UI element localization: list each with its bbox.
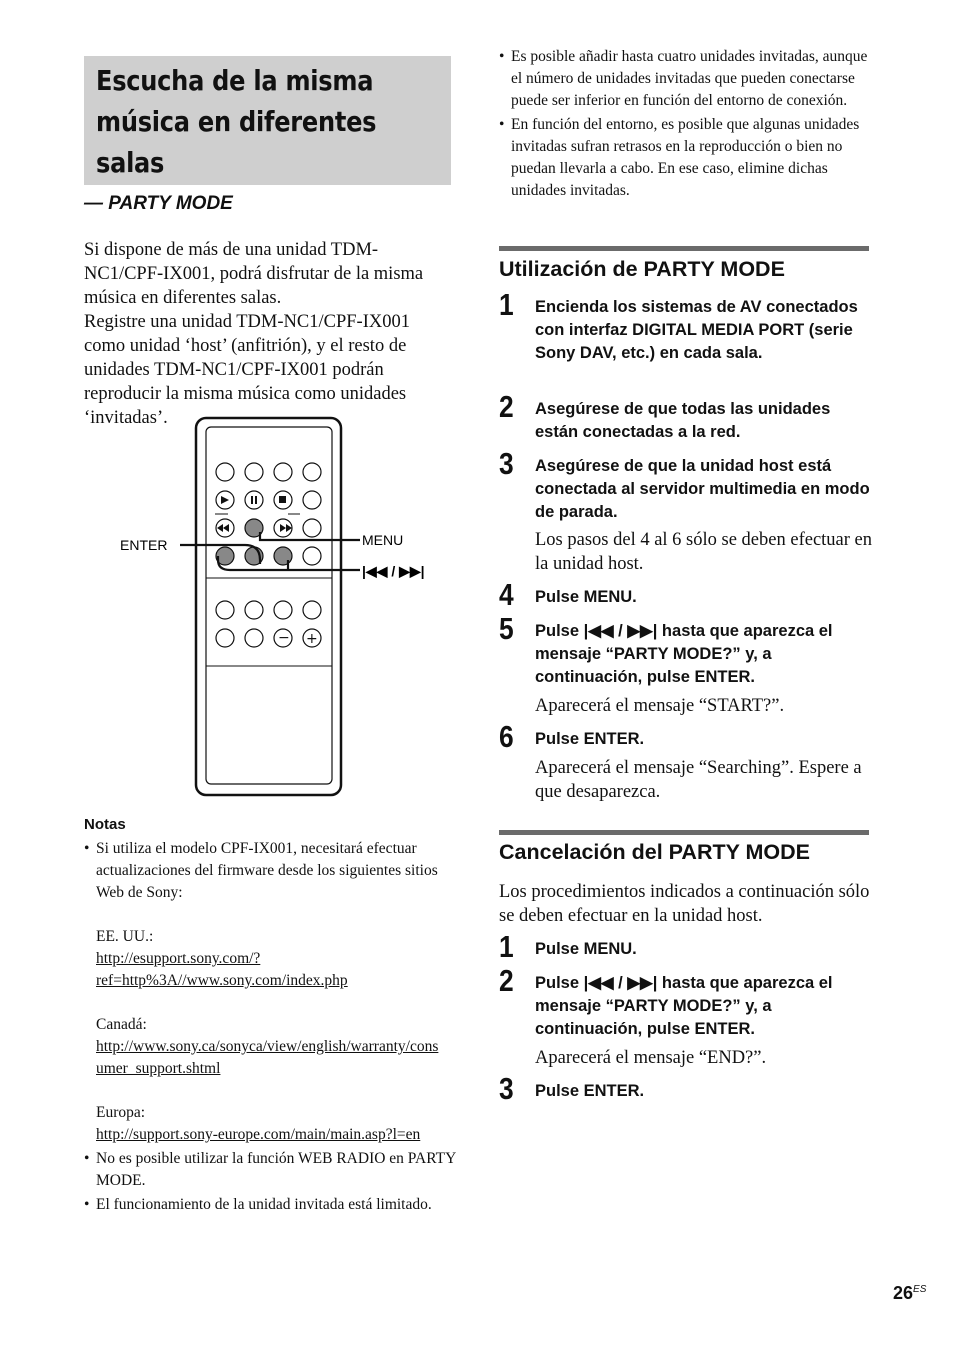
step-note: Aparecerá el mensaje “Searching”. Espere a que desaparezca. [535, 758, 862, 802]
step-text: Asegúrese de que la unidad host está conectada al servidor multimedia en modo de parada. [535, 457, 870, 521]
right-note-item: • En función del entorno, es posible que algunas unidades invitadas sufran retrasos en la reproducción o bien no puedan llevarla a cabo. En ese caso, elimine dichas unidades invitadas. [499, 114, 871, 202]
note-item [84, 838, 456, 1146]
remote-control-illustration [110, 414, 440, 799]
svg-text:+: + [306, 631, 318, 647]
step-text: Pulse ENTER. [535, 730, 645, 748]
note-item: • No es posible utilizar la función WEB RADIO en PARTY MODE. [84, 1148, 456, 1192]
step-note: Aparecerá el mensaje “START?”. [535, 696, 785, 716]
notes-title: Notas [84, 816, 126, 833]
step-text: Asegúrese de que todas las unidades están conectadas a la red. [535, 400, 831, 441]
step-number: 1 [499, 929, 514, 964]
note-text: Si utiliza el modelo CPF-IX001, necesitará efectuar actualizaciones del firmware desde los siguientes sitios Web de Sony: [96, 840, 438, 901]
page-subtitle: — PARTY MODE [84, 193, 233, 214]
step-number: 4 [499, 577, 514, 612]
step-note: Aparecerá el mensaje “END?”. [535, 1048, 767, 1068]
step-text: Pulse |◀◀ / ▶▶| hasta que aparezca el mensaje “PARTY MODE?” y, a continuación, pulse ENTER. [535, 622, 833, 686]
canada-link[interactable]: http://www.sony.ca/sonyca/view/english/warranty/consumer_support.shtml [96, 1038, 439, 1077]
prev-next-label: |◀◀ / ▶▶| [362, 563, 425, 579]
menu-label: MENU [362, 532, 404, 548]
us-label: EE. UU.: [96, 928, 154, 945]
step-number: 2 [499, 963, 514, 998]
section-rule [499, 246, 869, 251]
step-text: Pulse MENU. [535, 588, 637, 606]
step-number: 3 [499, 1071, 514, 1106]
europe-link[interactable]: http://support.sony-europe.com/main/main.asp?l=en [96, 1126, 421, 1143]
step-text: Pulse |◀◀ / ▶▶| hasta que aparezca el mensaje “PARTY MODE?” y, a continuación, pulse ENTER. [535, 974, 833, 1038]
step-text: Encienda los sistemas de AV conectados con interfaz DIGITAL MEDIA PORT (serie Sony DAV, etc.) en cada sala. [535, 298, 858, 362]
page-language-suffix: ES [913, 1284, 927, 1295]
step-number: 3 [499, 446, 514, 481]
intro-paragraph-1: Si dispone de más de una unidad TDM-NC1/CPF-IX001, podrá disfrutar de la misma música en diferentes salas. [84, 240, 424, 308]
step-note: Los pasos del 4 al 6 sólo se deben efectuar en la unidad host. [535, 530, 873, 574]
notes-list [84, 838, 456, 1218]
page-number [893, 1283, 926, 1304]
step-text: Pulse ENTER. [535, 1082, 645, 1100]
note-item: • El funcionamiento de la unidad invitada está limitado. [84, 1194, 456, 1216]
step-number: 5 [499, 611, 514, 646]
page-title: Escucha de la misma música en diferentes salas [96, 64, 377, 179]
intro-paragraph-2: Registre una unidad TDM-NC1/CPF-IX001 como unidad ‘host’ (anfitrión), y el resto de unidades TDM-NC1/CPF-IX001 podrán reproducir la misma música como unidades ‘invitadas’. [84, 312, 410, 428]
step-number: 1 [499, 287, 514, 322]
step-text: Pulse MENU. [535, 940, 637, 958]
section-rule [499, 830, 869, 835]
section-heading-party-mode: Utilización de PARTY MODE [499, 257, 785, 281]
section2-intro: Los procedimientos indicados a continuación sólo se deben efectuar en la unidad host. [499, 882, 870, 926]
title-box [84, 56, 451, 185]
step-number: 2 [499, 389, 514, 424]
section-heading-cancel: Cancelación del PARTY MODE [499, 840, 811, 864]
europe-label: Europa: [96, 1104, 146, 1121]
us-link[interactable]: http://esupport.sony.com/?ref=http%3A//www.sony.com/index.php [96, 950, 348, 989]
svg-text:−: − [278, 630, 290, 646]
right-notes-list [499, 46, 871, 204]
enter-label: ENTER [120, 537, 168, 553]
canada-label: Canadá: [96, 1016, 147, 1033]
right-note-item: • Es posible añadir hasta cuatro unidades invitadas, aunque el número de unidades invitadas que pueden conectarse puede ser inferior en función del entorno de conexión. [499, 46, 871, 112]
step-number: 6 [499, 719, 514, 754]
page-number-value: 26 [893, 1283, 914, 1303]
